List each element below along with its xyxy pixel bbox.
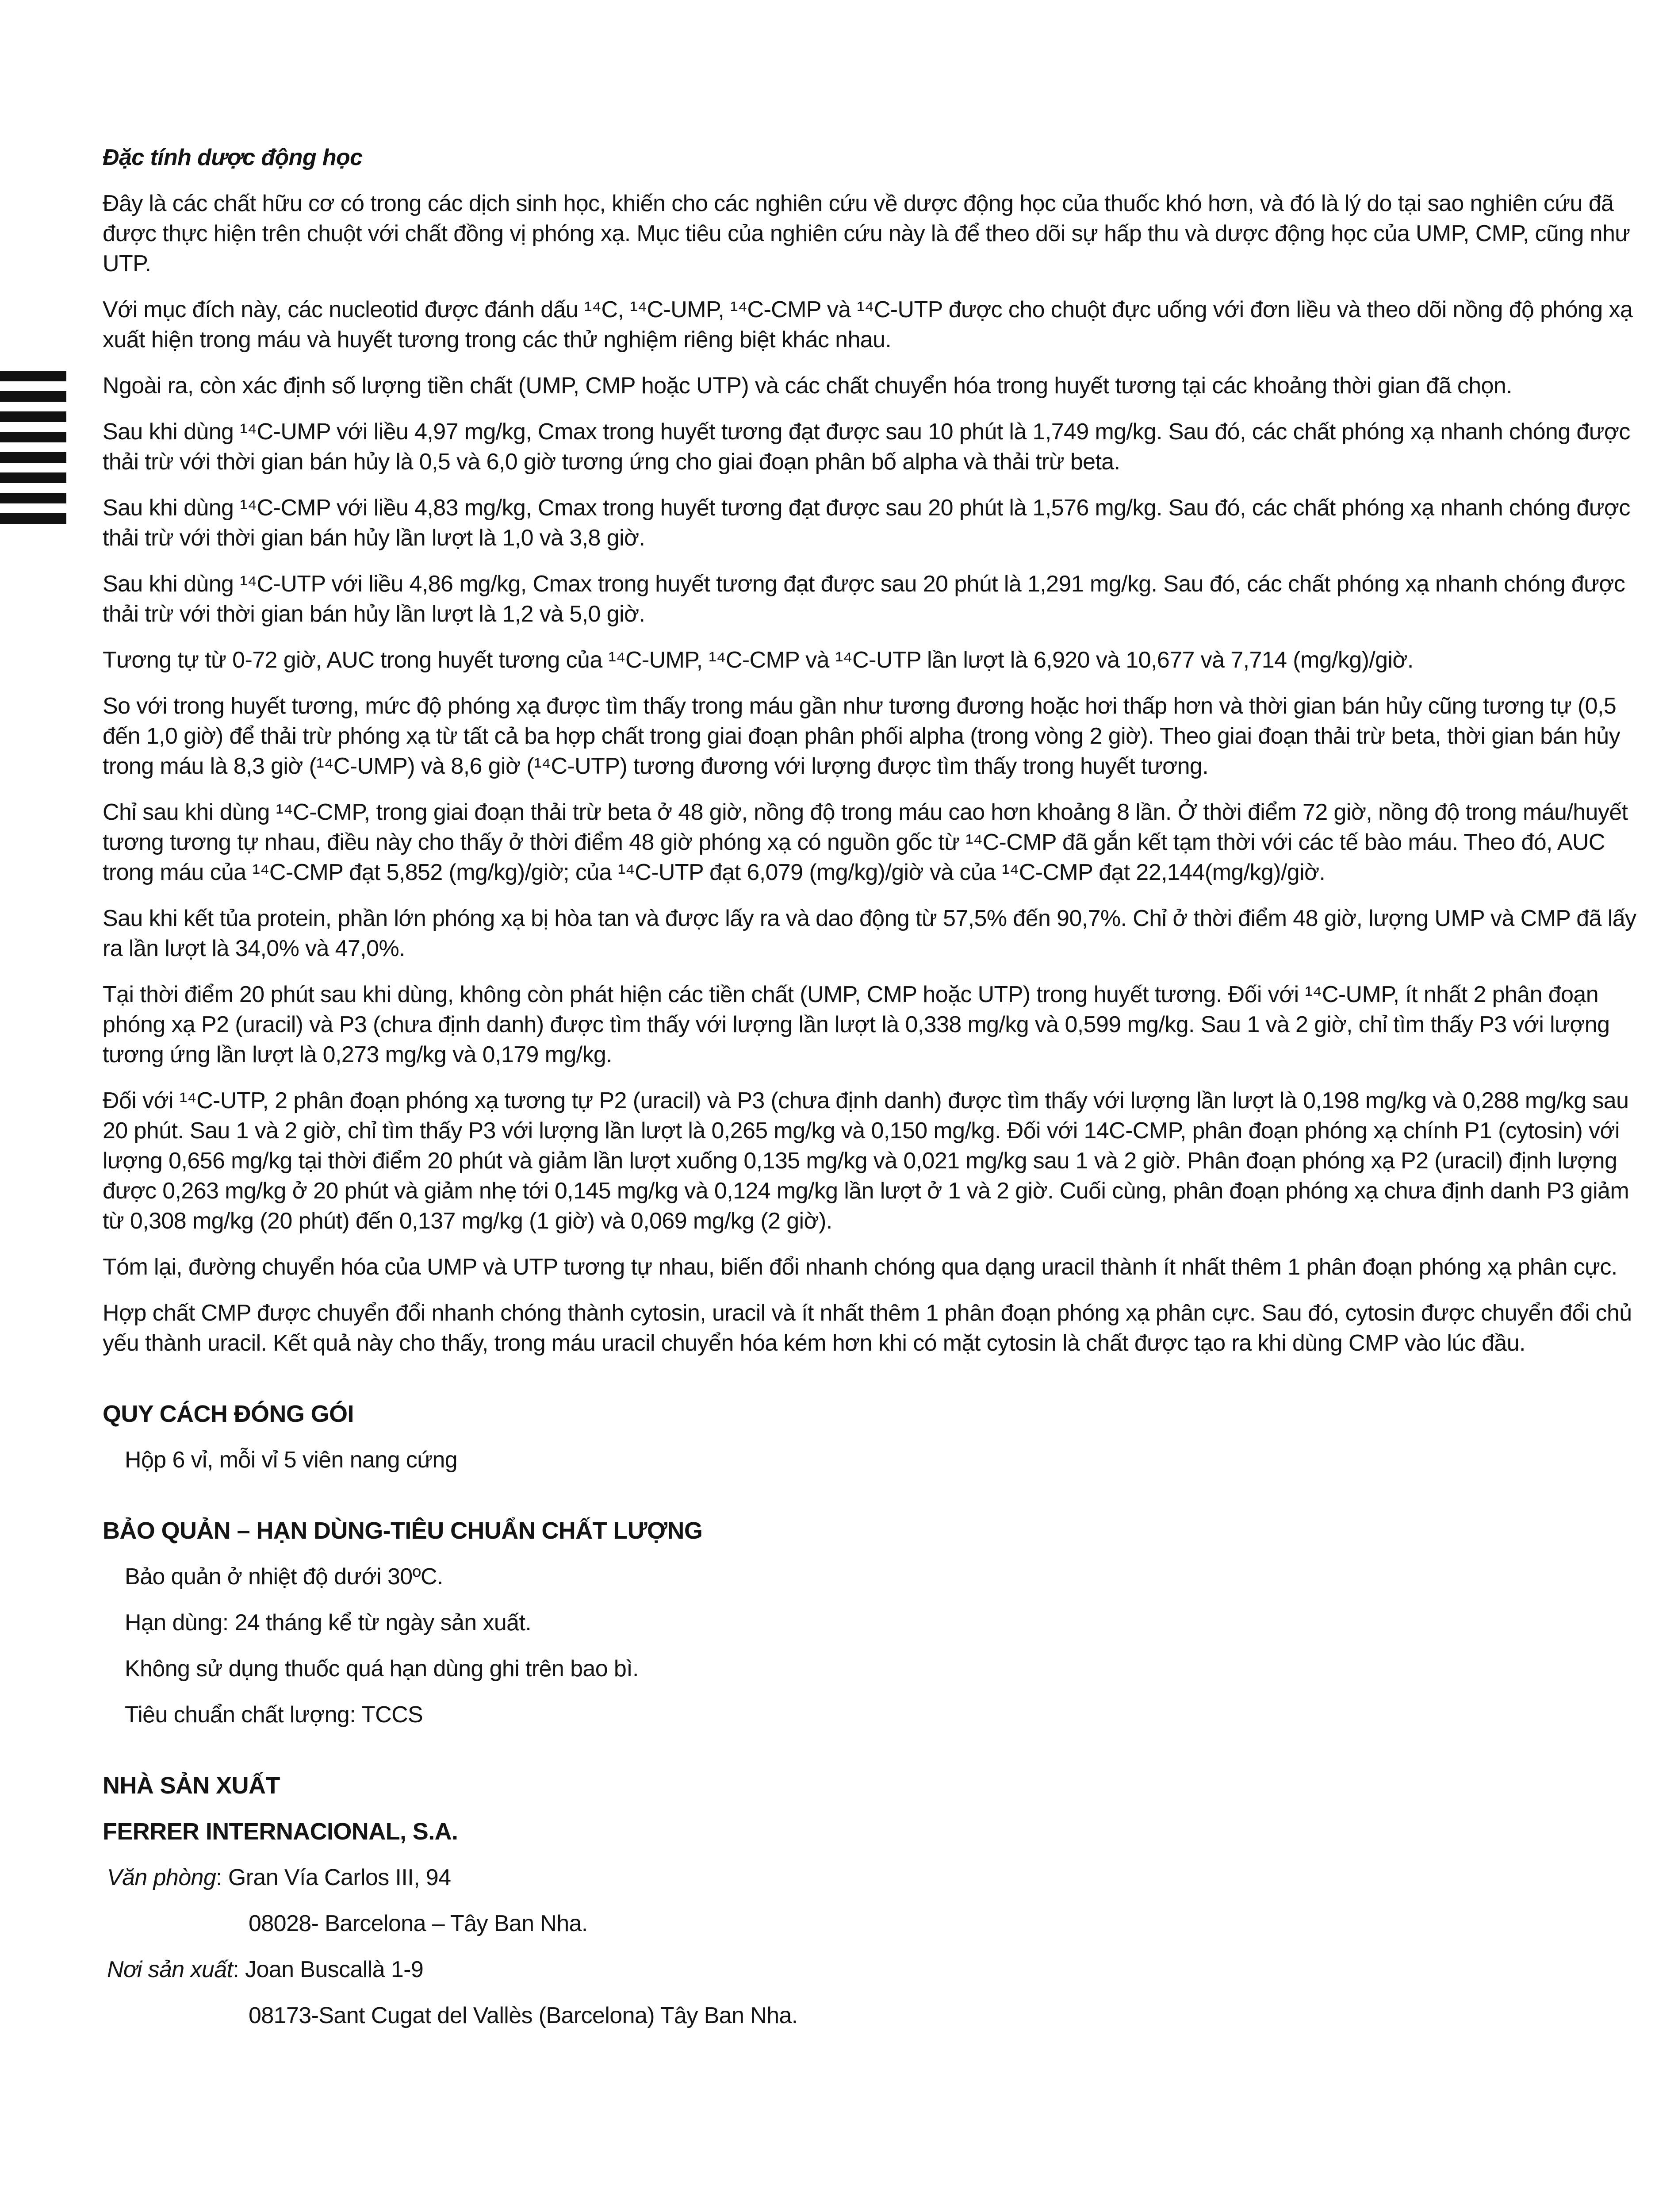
margin-registration-marks — [0, 371, 66, 534]
pharmacokinetics-paragraph: Ngoài ra, còn xác định số lượng tiền chất (UMP, CMP hoặc UTP) và các chất chuyển hóa trong huyết tương tại các khoảng thời gian đã chọn. — [103, 373, 1513, 399]
pharmacokinetics-paragraph: Chỉ sau khi dùng ¹⁴C-CMP, trong giai đoạn thải trừ beta ở 48 giờ, nồng độ trong máu cao hơn khoảng 8 lần. Ở thời điểm 72 giờ, nồng độ trong máu/huyết tương tương tự nhau, điều này cho thấy ở thời điểm 48 giờ phóng xạ có nguồn gốc từ ¹⁴C-CMP đã gắn kết tạm thời với các tế bào máu. Theo đó, AUC trong máu của ¹⁴C-CMP đạt 5,852 (mg/kg)/giờ; của ¹⁴C-UTP đạt 6,079 (mg/kg)/giờ và của ¹⁴C-CMP đạt 22,144(mg/kg)/giờ. — [103, 799, 1628, 885]
storage-section — [103, 1516, 1651, 1730]
office-address — [103, 1863, 1651, 1893]
storage-line: Tiêu chuẩn chất lượng: TCCS — [125, 1702, 423, 1728]
pharmacokinetics-body — [103, 188, 1651, 1358]
office-address-line2: 08028- Barcelona – Tây Ban Nha. — [249, 1911, 588, 1936]
pharmacokinetics-paragraph: Tương tự từ 0-72 giờ, AUC trong huyết tương của ¹⁴C-UMP, ¹⁴C-CMP và ¹⁴C-UTP lần lượt là 6,920 và 10,677 và 7,714 (mg/kg)/giờ. — [103, 647, 1414, 673]
storage-line: Không sử dụng thuốc quá hạn dùng ghi trên bao bì. — [125, 1656, 639, 1682]
registration-bar — [0, 411, 66, 422]
pharmacokinetics-paragraph: Sau khi dùng ¹⁴C-UTP với liều 4,86 mg/kg, Cmax trong huyết tương đạt được sau 20 phút là 1,291 mg/kg. Sau đó, các chất phóng xạ nhanh chóng được thải trừ với thời gian bán hủy lần lượt là 1,2 và 5,0 giờ. — [103, 571, 1625, 627]
packaging-line: Hộp 6 vỉ, mỗi vỉ 5 viên nang cứng — [125, 1447, 458, 1473]
pharmacokinetics-paragraph: Sau khi dùng ¹⁴C-CMP với liều 4,83 mg/kg, Cmax trong huyết tương đạt được sau 20 phút là 1,576 mg/kg. Sau đó, các chất phóng xạ nhanh chóng được thải trừ với thời gian bán hủy lần lượt là 1,0 và 3,8 giờ. — [103, 495, 1630, 551]
office-label: Văn phòng — [107, 1865, 216, 1890]
manufacturer-heading: NHÀ SẢN XUẤT — [103, 1772, 280, 1799]
office-address-line1: : Gran Vía Carlos III, 94 — [216, 1865, 451, 1890]
registration-bar — [0, 432, 66, 442]
pharmacokinetics-paragraph: Tại thời điểm 20 phút sau khi dùng, không còn phát hiện các tiền chất (UMP, CMP hoặc UTP) trong huyết tương. Đối với ¹⁴C-UMP, ít nhất 2 phân đoạn phóng xạ P2 (uracil) và P3 (chưa định danh) được tìm thấy với lượng lần lượt là 0,338 mg/kg và 0,599 mg/kg. Sau 1 và 2 giờ, chỉ tìm thấy P3 với lượng tương ứng lần lượt là 0,273 mg/kg và 0,179 mg/kg. — [103, 982, 1610, 1068]
registration-bar — [0, 391, 66, 402]
registration-bar — [0, 472, 66, 483]
document-content — [103, 142, 1651, 2047]
pharmacokinetics-paragraph: Đối với ¹⁴C-UTP, 2 phân đoạn phóng xạ tương tự P2 (uracil) và P3 (chưa định danh) được tìm thấy với lượng lần lượt là 0,198 mg/kg và 0,288 mg/kg sau 20 phút. Sau 1 và 2 giờ, chỉ tìm thấy P3 với lượng lần lượt là 0,265 mg/kg và 0,150 mg/kg. Đối với 14C-CMP, phân đoạn phóng xạ chính P1 (cytosin) với lượng 0,656 mg/kg tại thời điểm 20 phút và giảm lần lượt xuống 0,135 mg/kg và 0,021 mg/kg sau 1 và 2 giờ. Phân đoạn phóng xạ P2 (uracil) định lượng được 0,263 mg/kg ở 20 phút và giảm nhẹ tới 0,145 mg/kg và 0,124 mg/kg lần lượt ở 1 và 2 giờ. Cuối cùng, phân đoạn phóng xạ chưa định danh P3 giảm từ 0,308 mg/kg (20 phút) đến 0,137 mg/kg (1 giờ) và 0,069 mg/kg (2 giờ). — [103, 1088, 1629, 1234]
site-label: Nơi sản xuất — [107, 1957, 233, 1982]
pharmacokinetics-section — [103, 142, 1651, 1358]
registration-bar — [0, 452, 66, 463]
pharmacokinetics-heading: Đặc tính dược động học — [103, 145, 363, 170]
storage-line: Bảo quản ở nhiệt độ dưới 30ºC. — [125, 1564, 443, 1590]
packaging-section — [103, 1399, 1651, 1475]
pharmacokinetics-paragraph: Hợp chất CMP được chuyển đổi nhanh chóng thành cytosin, uracil và ít nhất thêm 1 phân đoạn phóng xạ phân cực. Sau đó, cytosin được chuyển đổi chủ yếu thành uracil. Kết quả này cho thấy, trong máu uracil chuyển hóa kém hơn khi có mặt cytosin là chất được tạo ra khi dùng CMP vào lúc đầu. — [103, 1300, 1632, 1356]
site-address — [103, 1955, 1651, 1985]
registration-bar — [0, 371, 66, 381]
manufacturer-name: FERRER INTERNACIONAL, S.A. — [103, 1818, 458, 1845]
pharmacokinetics-paragraph: Sau khi kết tủa protein, phần lớn phóng xạ bị hòa tan và được lấy ra và dao động từ 57,5% đến 90,7%. Chỉ ở thời điểm 48 giờ, lượng UMP và CMP đã lấy ra lần lượt là 34,0% và 47,0%. — [103, 906, 1636, 961]
manufacturer-section — [103, 1770, 1651, 2031]
site-address-line2: 08173-Sant Cugat del Vallès (Barcelona) Tây Ban Nha. — [249, 2003, 798, 2028]
pharmacokinetics-paragraph: Đây là các chất hữu cơ có trong các dịch sinh học, khiến cho các nghiên cứu về dược động học của thuốc khó hơn, và đó là lý do tại sao nghiên cứu đã được thực hiện trên chuột với chất đồng vị phóng xạ. Mục tiêu của nghiên cứu này là để theo dõi sự hấp thu và dược động học của UMP, CMP, cũng như UTP. — [103, 191, 1630, 276]
storage-line: Hạn dùng: 24 tháng kể từ ngày sản xuất. — [125, 1610, 532, 1636]
site-address-line1: : Joan Buscallà 1-9 — [233, 1957, 424, 1982]
storage-heading: BẢO QUẢN – HẠN DÙNG-TIÊU CHUẨN CHẤT LƯỢNG — [103, 1517, 703, 1544]
pharmacokinetics-paragraph: Sau khi dùng ¹⁴C-UMP với liều 4,97 mg/kg, Cmax trong huyết tương đạt được sau 10 phút là 1,749 mg/kg. Sau đó, các chất phóng xạ nhanh chóng được thải trừ với thời gian bán hủy là 0,5 và 6,0 giờ tương ứng cho giai đoạn phân bố alpha và thải trừ beta. — [103, 419, 1630, 475]
pharmacokinetics-paragraph: So với trong huyết tương, mức độ phóng xạ được tìm thấy trong máu gần như tương đương hoặc hơi thấp hơn và thời gian bán hủy cũng tương tự (0,5 đến 1,0 giờ) để thải trừ phóng xạ từ tất cả ba hợp chất trong giai đoạn phân phối alpha (trong vòng 2 giờ). Theo giai đoạn thải trừ beta, thời gian bán hủy trong máu là 8,3 giờ (¹⁴C-UMP) và 8,6 giờ (¹⁴C-UTP) tương đương với lượng được tìm thấy trong huyết tương. — [103, 693, 1620, 779]
pharmacokinetics-paragraph: Với mục đích này, các nucleotid được đánh dấu ¹⁴C, ¹⁴C-UMP, ¹⁴C-CMP và ¹⁴C-UTP được cho chuột đực uống với đơn liều và theo dõi nồng độ phóng xạ xuất hiện trong máu và huyết tương trong các thử nghiệm riêng biệt khác nhau. — [103, 297, 1633, 353]
pharmacokinetics-paragraph: Tóm lại, đường chuyển hóa của UMP và UTP tương tự nhau, biến đổi nhanh chóng qua dạng uracil thành ít nhất thêm 1 phân đoạn phóng xạ phân cực. — [103, 1254, 1617, 1280]
registration-bar — [0, 493, 66, 503]
packaging-heading: QUY CÁCH ĐÓNG GÓI — [103, 1401, 354, 1427]
registration-bar — [0, 513, 66, 524]
